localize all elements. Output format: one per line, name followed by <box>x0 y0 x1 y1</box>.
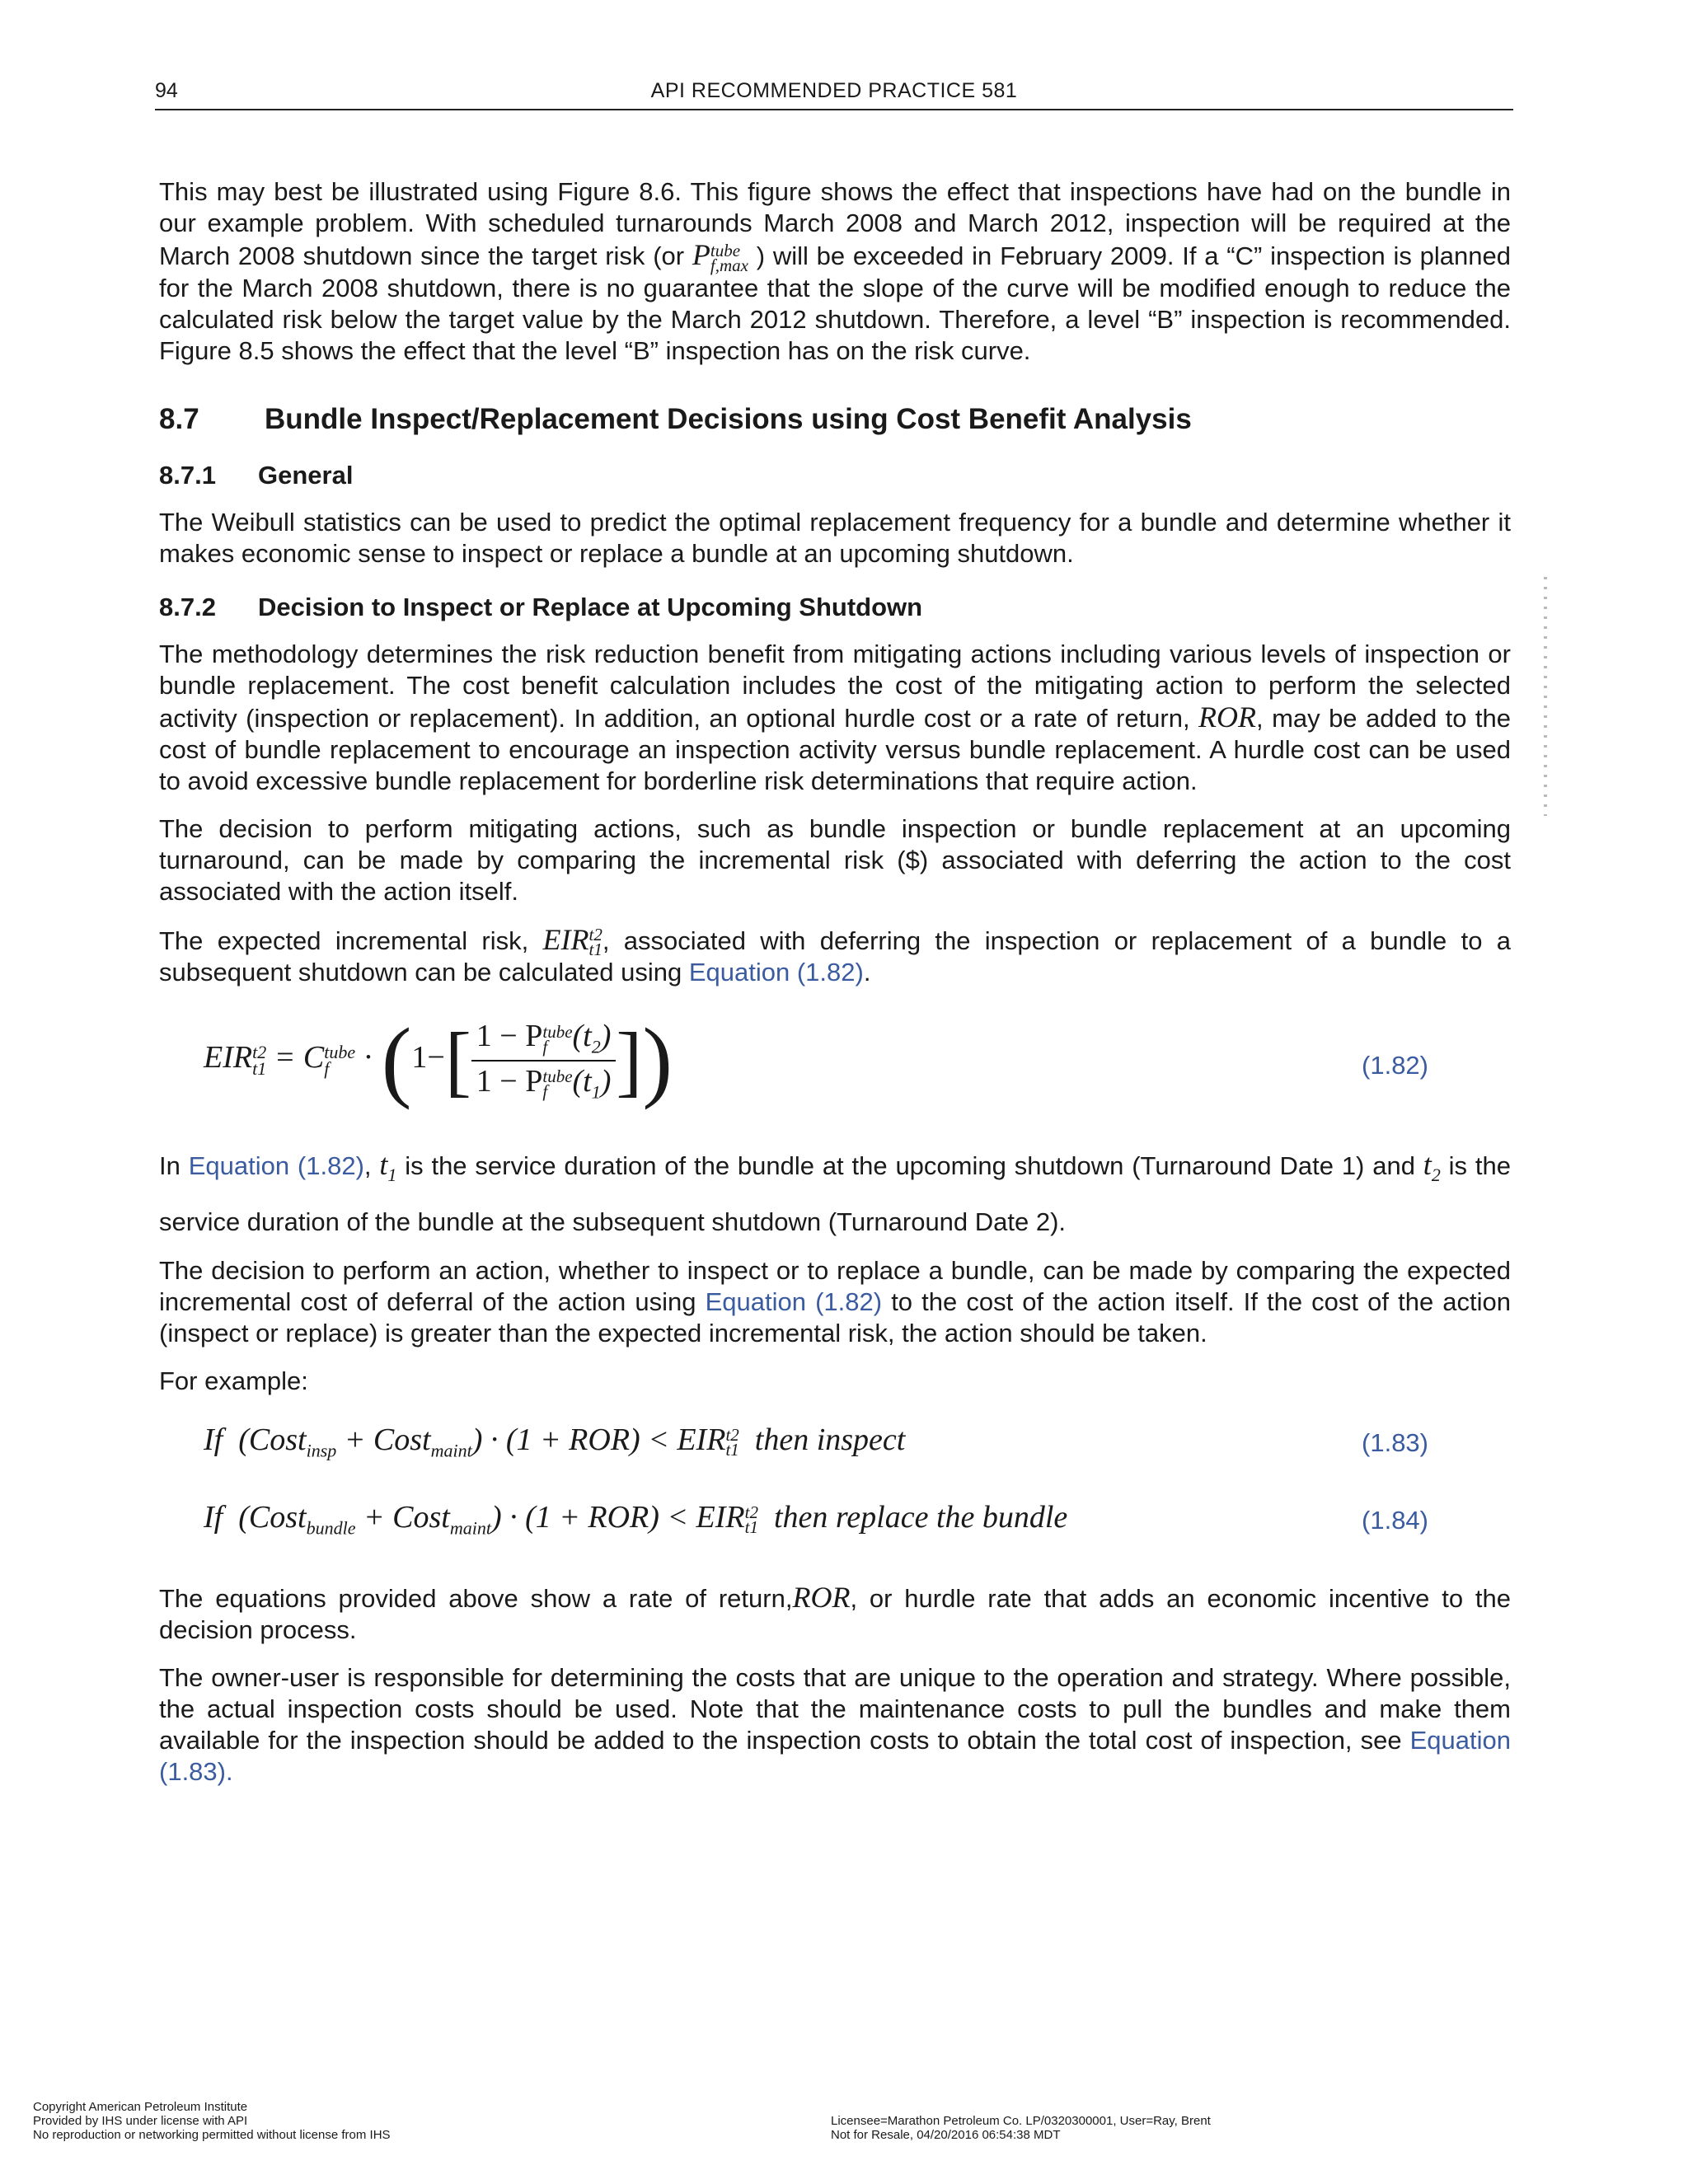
equation-1-84: If (Cost$_{bundle}$ + Cost$_{maint}$) · (1 + ROR) < EIR t2 t1 then replace the bundle (1.84) <box>204 1499 1428 1539</box>
section-8-7-heading: 8.7 Bundle Inspect/Replacement Decisions using Cost Benefit Analysis <box>159 402 1192 435</box>
equation-1-84-number: (1.84) <box>1362 1505 1428 1535</box>
document-body <box>159 176 1511 1804</box>
margin-mark <box>1544 577 1547 816</box>
paragraph-t-definitions: In Equation (1.82), $t_1$ is the service duration of the bundle at the upcoming shutdown (Turnaround Date 1) and $t_2$ is the service duration of the bundle at the subsequent shutdown (Turnaround Date 2). <box>159 1148 1511 1236</box>
paragraph-figure-8-6: This may best be illustrated using Figure 8.6. This figure shows the effect that inspections have had on the bundle in our example problem. With scheduled turnarounds March 2008 and March 2012, inspection will be required at the March 2008 shutdown since the target risk (or P tube f,max ) will be exceeded in February 2009. If a “C” inspection is planned for the March 2008 shutdown, there is no guarantee that the slope of the curve will be modified enough to reduce the calculated risk below the target value by the March 2012 shutdown. Therefore, a level “B” inspection is recommended. Figure 8.5 shows the effect that the level “B” inspection has on the risk curve. <box>159 177 1511 365</box>
paragraph-decision: The decision to perform an action, whether to inspect or to replace a bundle, can be made by comparing the expected incremental cost of deferral of the action using Equation (1.82) to the cost of the action itself. If the cost of the action (inspect or replace) is greater than the expected incremental risk, the action should be taken. <box>159 1255 1511 1347</box>
equation-1-82-link-3[interactable]: Equation (1.82) <box>705 1286 883 1316</box>
paragraph-mitigating-actions: The decision to perform mitigating actions, such as bundle inspection or bundle replacement at an upcoming turnaround, can be made by comparing the incremental risk ($) associated with deferring the action to the cost associated with the action itself. <box>159 813 1511 906</box>
equation-1-82-number: (1.82) <box>1362 1051 1428 1080</box>
for-example: For example: <box>159 1366 308 1395</box>
eir-symbol: EIR t2 t1 <box>542 922 603 960</box>
paragraph-general: The Weibull statistics can be used to predict the optimal replacement frequency for a bundle and determine whether it makes economic sense to inspect or replace a bundle at an upcoming shutdown. <box>159 507 1511 568</box>
running-title: API RECOMMENDED PRACTICE 581 <box>650 79 1018 102</box>
footer-licensee: Licensee=Marathon Petroleum Co. LP/0320300001, User=Ray, Brent Not for Resale, 04/20/2016 06:54:38 MDT <box>831 2114 1211 2142</box>
p-tube-fmax-symbol: P tube f,max <box>692 238 748 275</box>
equation-1-82-link[interactable]: Equation (1.82) <box>688 958 864 987</box>
equation-1-82-link-2[interactable]: Equation (1.82) <box>188 1151 364 1181</box>
footer-copyright: Copyright American Petroleum Institute Provided by IHS under license with API No reproduction or networking permitted without license from IHS <box>33 2100 391 2142</box>
paragraph-expected-risk: The expected incremental risk, EIR t2 t1 , associated with deferring the inspection or replacement of a bundle to a subsequent shutdown can be calculated using Equation (1.82). <box>159 922 1511 987</box>
page-header <box>155 79 1513 110</box>
section-8-7-2-heading: 8.7.2 Decision to Inspect or Replace at Upcoming Shutdown <box>159 592 923 621</box>
paragraph-ror: The equations provided above show a rate of return,ROR, or hurdle rate that adds an economic incentive to the decision process. <box>159 1580 1511 1644</box>
equation-1-83: If (Cost$_{insp}$ + Cost$_{maint}$) · (1 + ROR) < EIR t2 t1 then inspect (1.83) <box>204 1422 1428 1461</box>
equation-1-82: EIR t2 t1 = C tube f · (1−[ 1 − P tube f $(t_2)$ 1 − P tube f $(t_1)$ ]) (1.82) <box>204 1010 1428 1111</box>
equation-1-83-link[interactable]: Equation (1.83). <box>159 1725 1511 1786</box>
page-number: 94 <box>155 79 178 102</box>
section-8-7-1-heading: 8.7.1 General <box>159 460 354 490</box>
paragraph-owner-user: The owner-user is responsible for determining the costs that are unique to the operation and strategy. Where possible, the actual inspection costs should be used. Note that the maintenance costs to pull the bundles and make them available for the inspection should be added to the inspection costs to obtain the total cost of inspection, see Equation (1.83). <box>159 1662 1511 1786</box>
equation-1-83-number: (1.83) <box>1362 1427 1428 1457</box>
paragraph-methodology: The methodology determines the risk reduction benefit from mitigating actions including various levels of inspection or bundle replacement. The cost benefit calculation includes the cost of the mitigating action to perform the selected activity (inspection or replacement). In addition, an optional hurdle cost or a rate of return, ROR, may be added to the cost of bundle replacement to encourage an inspection activity versus bundle replacement. A hurdle cost can be used to avoid excessive bundle replacement for borderline risk determinations that require action. <box>159 639 1511 795</box>
equation-1-82-fraction: 1 − P tube f $(t_2)$ 1 − P tube f $(t_1)$ <box>471 1018 617 1103</box>
